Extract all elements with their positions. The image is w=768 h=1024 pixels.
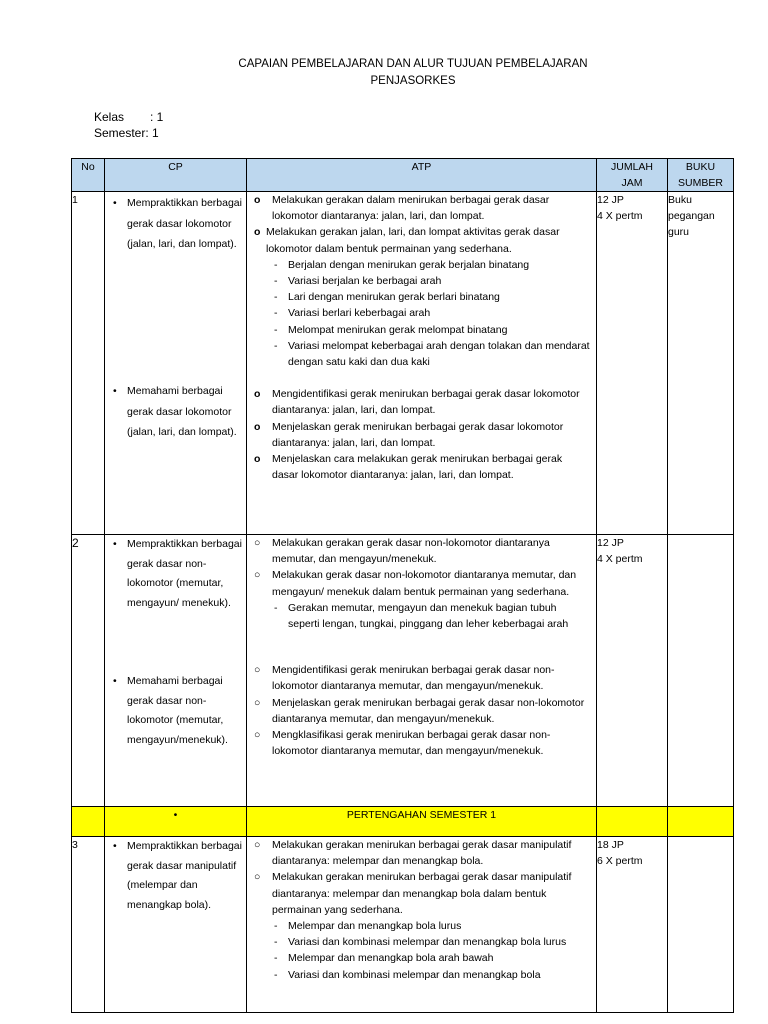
document-title [0,56,768,90]
buku-sumber-cell [668,535,734,807]
dash-marker: - [274,258,278,271]
atp-item [247,419,596,451]
atp-text: Menjelaskan gerak menirukan berbagai gerak dasar non-lokomotor diantaranya memutar, dan mengayun/menekuk. [272,696,585,725]
semester-value: : 1 [145,126,159,140]
dash-marker: - [274,323,278,336]
list-marker: ○ [254,696,261,709]
mid-no-cell [72,807,105,837]
dash-marker: - [274,339,278,352]
list-marker: o [254,194,261,206]
jam-value: 18 JP [597,839,624,851]
atp-subtext: Melempar dan menangkap bola arah bawah [288,952,494,965]
list-marker: o [254,226,261,239]
dash-marker: - [274,291,278,304]
atp-subtext: Berjalan dengan menirukan gerak berjalan binatang [288,258,530,271]
pertemuan-value: 6 X pertm [597,855,643,868]
dash-marker: - [274,936,278,949]
atp-item [247,224,596,256]
atp-subtext: Variasi dan kombinasi melempar dan menangkap bola lurus [288,936,567,949]
cp-cell [105,837,247,1013]
table-row [72,535,734,807]
list-marker: ○ [254,569,261,582]
kelas-value: : 1 [150,110,164,124]
dash-marker: - [274,275,278,288]
mid-bullet: • [105,807,247,837]
atp-subitem [247,967,596,983]
class-info [94,109,163,141]
list-marker: o [254,388,261,401]
list-marker: ○ [254,537,261,549]
header-buku-sumber [668,159,734,192]
atp-item [247,727,596,759]
semester-label: Semester [94,126,146,140]
header-jumlah-jam [597,159,668,192]
header-atp: ATP [247,159,597,192]
kelas-label: Kelas [94,110,125,124]
cp-text: Mempraktikkan berbagai gerak dasar manipulatif (melempar dan menangkap bola). [127,840,242,911]
list-marker: ○ [254,871,261,884]
dash-marker: - [274,307,278,320]
atp-item [247,662,596,694]
atp-cell [247,837,597,1013]
bullet-marker: • [113,675,117,687]
atp-text: Mengklasifikasi gerak menirukan berbagai gerak dasar non-lokomotor diantaranya memutar, dan mengayun/menekuk. [272,729,551,758]
cp-item [105,672,246,750]
atp-text: Melakukan gerakan menirukan berbagai gerak dasar manipulatif diantaranya: melempar dan menangkap bola. [272,839,572,868]
atp-subitem [247,289,596,305]
header-jam-label: JAM [621,177,643,189]
dash-marker: - [274,601,278,614]
atp-text: Melakukan gerakan gerak dasar non-lokomotor diantaranya memutar, dan mengayun/menekuk. [272,537,550,566]
atp-subtext: Variasi melompat keberbagai arah dengan tolakan dan mendarat dengan satu kaki dan dua kaki [288,339,590,369]
atp-subtext: Lari dengan menirukan gerak berlari binatang [288,291,500,304]
atp-subitem [247,934,596,950]
cp-cell [105,192,247,535]
jam-value: 12 JP [597,194,624,206]
row-number: 1 [72,192,105,535]
atp-item [247,869,596,918]
atp-text: Melakukan gerakan dalam menirukan berbagai gerak dasar lokomotor diantaranya: jalan, lari, dan lompat. [272,194,550,223]
cp-item [105,837,246,915]
header-no: No [72,159,105,192]
title-line-2: PENJASORKES [370,75,456,87]
atp-item [247,535,596,567]
header-sumber-label: SUMBER [678,177,723,189]
atp-item [247,837,596,869]
atp-subitem [247,918,596,934]
atp-subtext: Melempar dan menangkap bola lurus [288,920,462,933]
atp-text: Melakukan gerakan menirukan berbagai gerak dasar manipulatif diantaranya: melempar dan menangkap bola dalam bentuk permainan yang sederhana. [272,871,572,916]
atp-text: Menjelaskan cara melakukan gerak menirukan berbagai gerak dasar lokomotor diantaranya: jalan, lari, dan lompat. [272,453,563,482]
mid-buku-cell [668,807,734,837]
atp-text: Mengidentifikasi gerak menirukan berbagai gerak dasar non-lokomotor diantaranya memutar, dan mengayun/menekuk. [272,664,555,693]
title-line-1: CAPAIAN PEMBELAJARAN DAN ALUR TUJUAN PEMBELAJARAN [238,58,588,70]
header-buku-label: BUKU [685,161,716,173]
atp-subitem [247,950,596,966]
buku-sumber-cell [668,837,734,1013]
cp-text: Mempraktikkan berbagai gerak dasar lokomotor (jalan, lari, dan lompat). [127,197,242,251]
atp-item [247,695,596,727]
atp-item [247,192,596,224]
table-row [72,192,734,535]
bullet-marker: • [113,538,117,550]
cp-cell [105,535,247,807]
row-number: 3 [72,837,105,1013]
atp-cell [247,535,597,807]
table-header-row [72,159,734,192]
dash-marker: - [274,920,278,933]
list-marker: ○ [254,839,261,851]
jumlah-jam-cell [597,837,668,1013]
list-marker: o [254,453,261,466]
bullet-marker: • [113,840,117,852]
table-row [72,837,734,1013]
atp-subitem [247,322,596,338]
list-marker: ○ [254,664,261,677]
jumlah-jam-cell [597,192,668,535]
atp-text: Melakukan gerak dasar non-lokomotor diantaranya memutar, dan mengayun/ menekuk dalam bentuk permainan yang sederhana. [272,569,577,598]
row-number: 2 [72,535,105,807]
atp-item [247,451,596,483]
pertemuan-value: 4 X pertm [597,210,643,223]
dash-marker: - [274,968,278,981]
atp-item [247,386,596,418]
atp-item [247,567,596,599]
atp-subitem [247,273,596,289]
atp-subitem [247,338,596,370]
mid-semester-label: PERTENGAHAN SEMESTER 1 [247,807,597,837]
list-marker: o [254,420,261,433]
bullet-marker: • [113,197,117,209]
atp-subitem [247,305,596,321]
bullet-marker: • [113,385,117,397]
mid-semester-row [72,807,734,837]
cp-item [105,535,246,672]
jam-value: 12 JP [597,537,624,549]
pertemuan-value: 4 X pertm [597,553,643,566]
atp-subitem [247,257,596,273]
cp-text: Mempraktikkan berbagai gerak dasar non-lokomotor (memutar, mengayun/ menekuk). [127,538,242,609]
atp-subtext: Variasi dan kombinasi melempar dan menangkap bola [288,968,541,981]
cp-text: Memahami berbagai gerak dasar non-lokomotor (memutar, mengayun/menekuk). [127,675,228,746]
buku-sumber-cell: Buku pegangan guru [668,192,734,535]
atp-cell [247,192,597,535]
cp-item [105,193,246,335]
cp-item [105,381,246,443]
header-cp: CP [105,159,247,192]
list-marker: ○ [254,729,261,742]
cp-text: Memahami berbagai gerak dasar lokomotor (jalan, lari, dan lompat). [127,385,237,439]
cp-atp-table [71,158,734,1013]
mid-jam-cell [597,807,668,837]
atp-subtext: Variasi berjalan ke berbagai arah [288,275,442,288]
dash-marker: - [274,952,278,965]
atp-subtext: Melompat menirukan gerak melompat binatang [288,323,508,336]
atp-subtext: Gerakan memutar, mengayun dan menekuk bagian tubuh seperti lengan, tungkai, pinggang dan leher keberbagai arah [288,601,569,631]
atp-text: Menjelaskan gerak menirukan berbagai gerak dasar lokomotor diantaranya: jalan, lari, dan lompat. [272,420,564,449]
atp-subtext: Variasi berlari keberbagai arah [288,307,431,320]
atp-text: Mengidentifikasi gerak menirukan berbagai gerak dasar lokomotor diantaranya: jalan, lari, dan lompat. [272,388,580,417]
atp-text: Melakukan gerakan jalan, lari, dan lompat aktivitas gerak dasar lokomotor dalam bentuk permainan yang sederhana. [266,226,560,255]
header-jumlah-label: JUMLAH [610,161,653,173]
jumlah-jam-cell [597,535,668,807]
atp-subitem [247,600,596,632]
